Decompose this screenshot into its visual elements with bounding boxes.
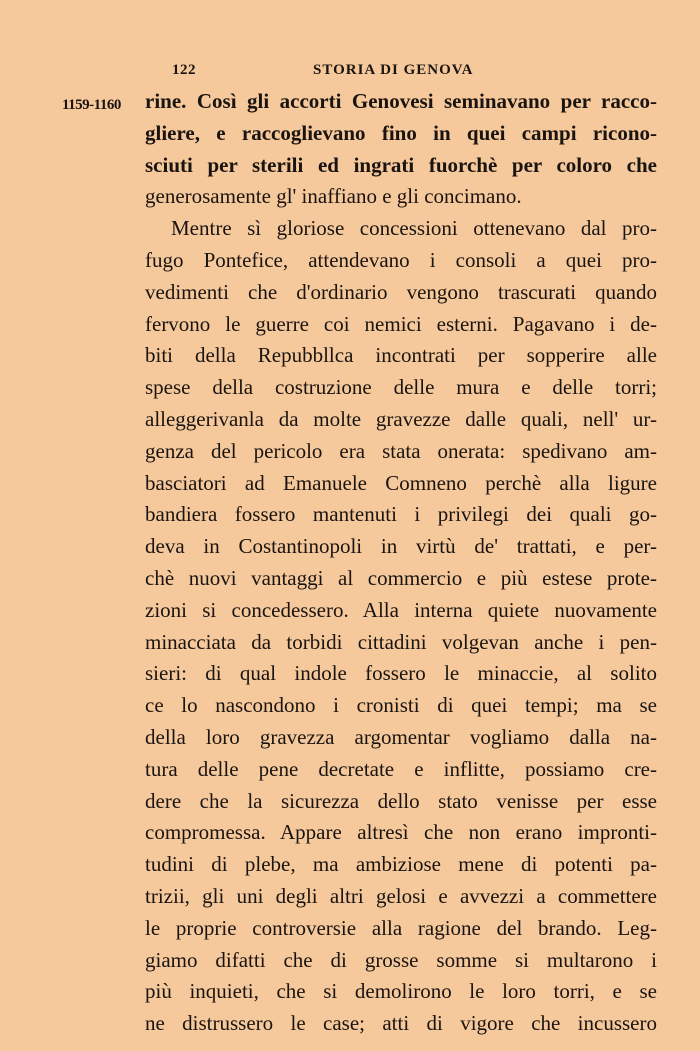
- text-line: spese della costruzione delle mura e delle torri;: [145, 375, 657, 400]
- text-line: fugo Pontefice, attendevano i consoli a quei pro-: [145, 247, 657, 272]
- text-line: alleggerivanla da molte gravezze dalle quali, nell' ur-: [145, 406, 657, 431]
- text-line: della loro gravezza argomentar vogliamo dalla na-: [145, 724, 657, 749]
- margin-date-note: 1159-1160: [62, 97, 121, 113]
- text-line: tura delle pene decretate e inflitte, possiamo cre-: [145, 756, 657, 781]
- page-number: 122: [172, 62, 196, 78]
- text-line: vedimenti che d'ordinario vengono trascurati quando: [145, 279, 657, 304]
- text-line: bandiera fossero mantenuti i privilegi dei quali go-: [145, 502, 657, 527]
- body-text: [145, 86, 657, 1040]
- text-line: deva in Costantinopoli in virtù de' trattati, e per-: [145, 534, 657, 559]
- page-header: [0, 62, 700, 86]
- text-line: ne distrussero le case; atti di vigore che incussero: [145, 1011, 657, 1036]
- text-line: trizii, gli uni degli altri gelosi e avvezzi a commettere: [145, 883, 657, 908]
- text-line: chè nuovi vantaggi al commercio e più estese prote-: [145, 565, 657, 590]
- text-line: basciatori ad Emanuele Comneno perchè alla ligure: [145, 470, 657, 495]
- text-line: giamo difatti che di grosse somme si multarono i: [145, 947, 657, 972]
- text-line: biti della Repubbllca incontrati per sopperire alle: [145, 343, 657, 368]
- text-line: rine. Così gli accorti Genovesi seminavano per racco-: [145, 89, 657, 113]
- text-line: Mentre sì gloriose concessioni ottenevano dal pro-: [171, 216, 657, 241]
- text-line: minacciata da torbidi cittadini volgevan anche i pen-: [145, 629, 657, 654]
- text-line: le proprie controversie alla ragione del brando. Leg-: [145, 915, 657, 940]
- text-line: ce lo nascondono i cronisti di quei tempi; ma se: [145, 693, 657, 718]
- text-line: più inquieti, che si demolirono le loro torri, e se: [145, 979, 657, 1004]
- text-line: sciuti per sterili ed ingrati fuorchè per coloro che: [145, 152, 657, 177]
- text-line: compromessa. Appare altresì che non erano impronti-: [145, 820, 657, 845]
- text-line: zioni si concedessero. Alla interna quiete nuovamente: [145, 597, 657, 622]
- text-line: sieri: di qual indole fossero le minaccie, al solito: [145, 661, 657, 686]
- text-line: dere che la sicurezza dello stato venisse per esse: [145, 788, 657, 813]
- text-line: fervono le guerre coi nemici esterni. Pagavano i de-: [145, 311, 657, 336]
- text-line: tudini di plebe, ma ambiziose mene di potenti pa-: [145, 852, 657, 877]
- text-line: generosamente gl' inaffiano e gli concimano.: [145, 184, 522, 209]
- text-line: gliere, e raccoglievano fino in quei campi ricono-: [145, 120, 657, 145]
- running-title: STORIA DI GENOVA: [313, 62, 474, 78]
- text-line: genza del pericolo era stata onerata: spedivano am-: [145, 438, 657, 463]
